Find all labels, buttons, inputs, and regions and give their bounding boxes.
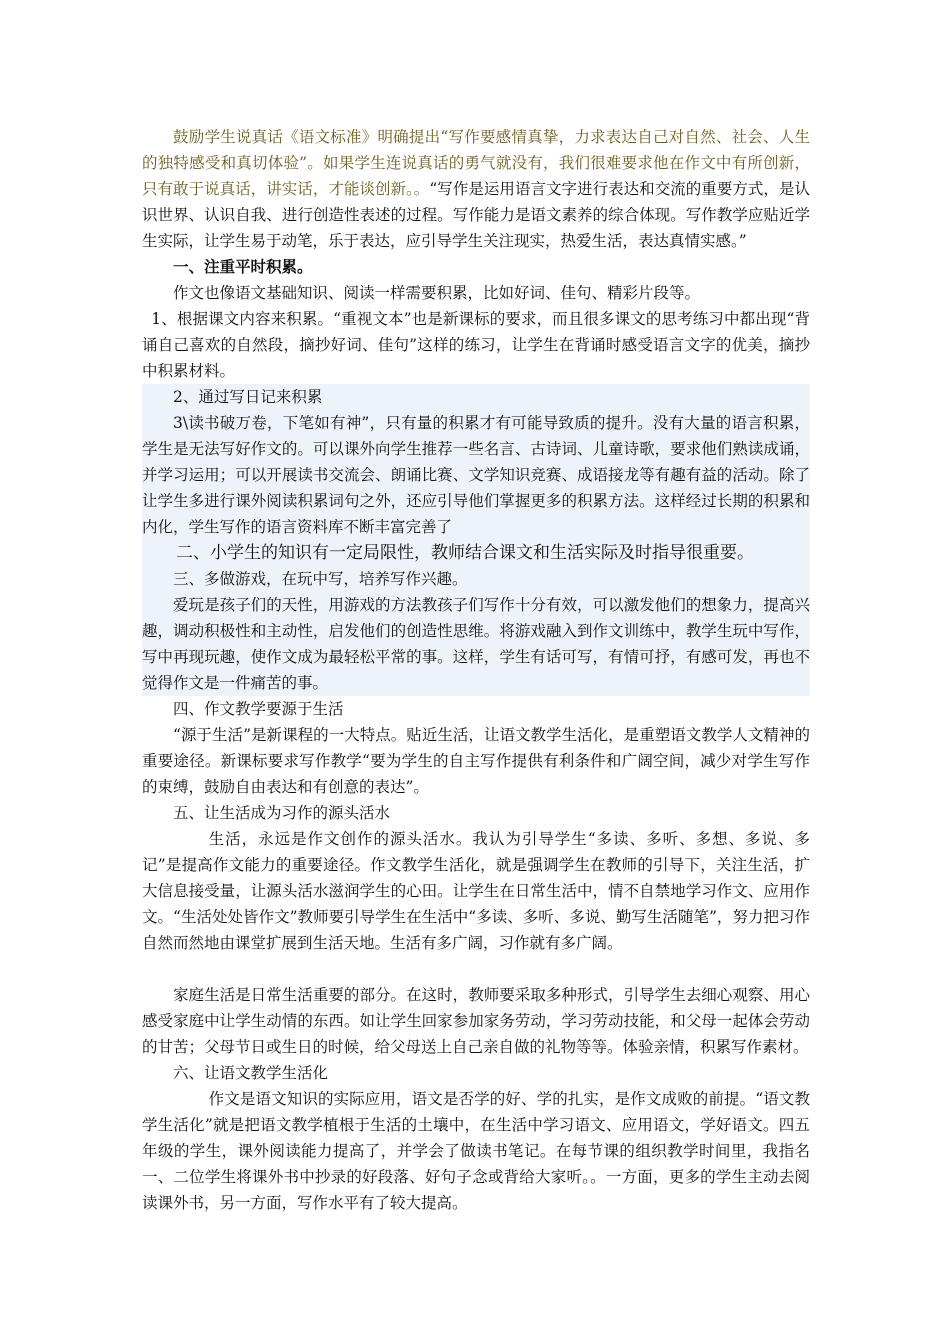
heading-1: 一、注重平时积累。 bbox=[173, 257, 313, 276]
heading-5: 五、让生活成为习作的源头活水 bbox=[173, 804, 391, 822]
paragraph-accumulate: 作文也像语文基础知识、阅读一样需要积累，比如好词、佳句、精彩片段等。 bbox=[173, 284, 701, 302]
heading-4: 四、作文教学要源于生活 bbox=[173, 700, 344, 718]
highlighted-block bbox=[142, 384, 810, 696]
intro-paragraph bbox=[142, 124, 810, 254]
paragraph-life: 生活，永远是作文创作的源头活水。我认为引导学生“多读、多听、多想、多说、多记”是提高作文能力的重要途径。作文教学生活化，就是强调学生在教师的引导下，关注生活，扩大信息接受量，让源头活水滋润学生的心田。让学生在日常生活中，情不自禁地学习作文、应用作文。“生活处处皆作文”教师要引导学生在生活中“多读、多听、多说、勤写生活随笔”，努力把习作自然而然地由课堂扩展到生活天地。生活有多广阔，习作就有多广阔。 bbox=[142, 830, 810, 952]
paragraph-games: 爱玩是孩子们的天性，用游戏的方法教孩子们写作十分有效，可以激发他们的想象力，提高兴趣，调动积极性和主动性，启发他们的创造性思维。将游戏融入到作文训练中，教学生玩中写作，写中再现玩趣，使作文成为最轻松平常的事。这样，学生有话可写，有情可抒，有感可发，再也不觉得作文是一件痛苦的事。 bbox=[142, 596, 810, 692]
paragraph-family: 家庭生活是日常生活重要的部分。在这时，教师要采取多种形式，引导学生去细心观察、用心感受家庭中让学生动情的东西。如让学生回家参加家务劳动，学习劳动技能，和父母一起体会劳动的甘苦；父母节日或生日的时候，给父母送上自己亲自做的礼物等等。体验亲情，积累写作素材。 bbox=[142, 986, 810, 1056]
paragraph-chinese: 作文是语文知识的实际应用，语文是否学的好、学的扎实，是作文成败的前提。“语文教学生活化”就是把语文教学植根于生活的土壤中，在生活中学习语文、应用语文，学好语文。四五年级的学生，课外阅读能力提高了，并学会了做读书笔记。在每节课的组织教学时间里，我指名一、二位学生将课外书中抄录的好段落、好句子念或背给大家听。。一方面，更多的学生主动去阅读课外书，另一方面，写作水平有了较大提高。 bbox=[142, 1090, 810, 1212]
document-body bbox=[142, 124, 810, 1216]
heading-3: 三、多做游戏，在玩中写，培养写作兴趣。 bbox=[173, 570, 468, 588]
list-item-2: 2、通过写日记来积累 bbox=[173, 388, 323, 406]
list-item-3: 3\读书破万卷，下笔如有神”，只有量的积累才有可能导致质的提升。没有大量的语言积累，学生是无法写好作文的。可以课外向学生推荐一些名言、古诗词、儿童诗歌，要求他们熟读成诵，并学习运用；可以开展读书交流会、朗诵比赛、文学知识竞赛、成语接龙等有趣有益的活动。除了让学生多进行课外阅读积累词句之外，还应引导他们掌握更多的积累方法。这样经过长期的积累和内化，学生写作的语言资料库不断丰富完善了 bbox=[142, 414, 810, 536]
heading-2: 二、小学生的知识有一定局限性，教师结合课文和生活实际及时指导很重要。 bbox=[176, 543, 754, 563]
blank-line bbox=[142, 956, 810, 982]
list-item-1: 1、根据课文内容来积累。“重视文本”也是新课标的要求，而且很多课文的思考练习中都出现“背诵自己喜欢的自然段，摘抄好词、佳句”这样的练习，让学生在背诵时感受语言文字的优美，摘抄中积累材料。 bbox=[142, 310, 810, 380]
paragraph-source: “源于生活”是新课程的一大特点。贴近生活，让语文教学生活化，是重塑语文教学人文精神的重要途径。新课标要求写作教学“要为学生的自主写作提供有利条件和广阔空间，减少对学生写作的束缚，鼓励自由表达和有创意的表达”。 bbox=[142, 726, 810, 796]
heading-6: 六、让语文教学生活化 bbox=[173, 1064, 329, 1082]
intro-quote: “写作是运用语言文字进行表达和交流的重要方式，是认识世界、认识自我、进行创造性表述的过程。写作能力是语文素养的综合体现。写作教学应贴近学生实际，让学生易于动笔，乐于表达，应引导学生关注现实，热爱生活，表达真情实感。” bbox=[142, 180, 810, 250]
intro-highlight: 鼓励学生说真话《语文标准》明确提出“写作要感情真挚，力求表达自己对自然、社会、人生的独特感受和真切体验”。如果学生连说真话的勇气就没有，我们很难要求他在作文中有所创新，只有敢于说真话，讲实话，才能谈创新。。 bbox=[142, 128, 810, 198]
